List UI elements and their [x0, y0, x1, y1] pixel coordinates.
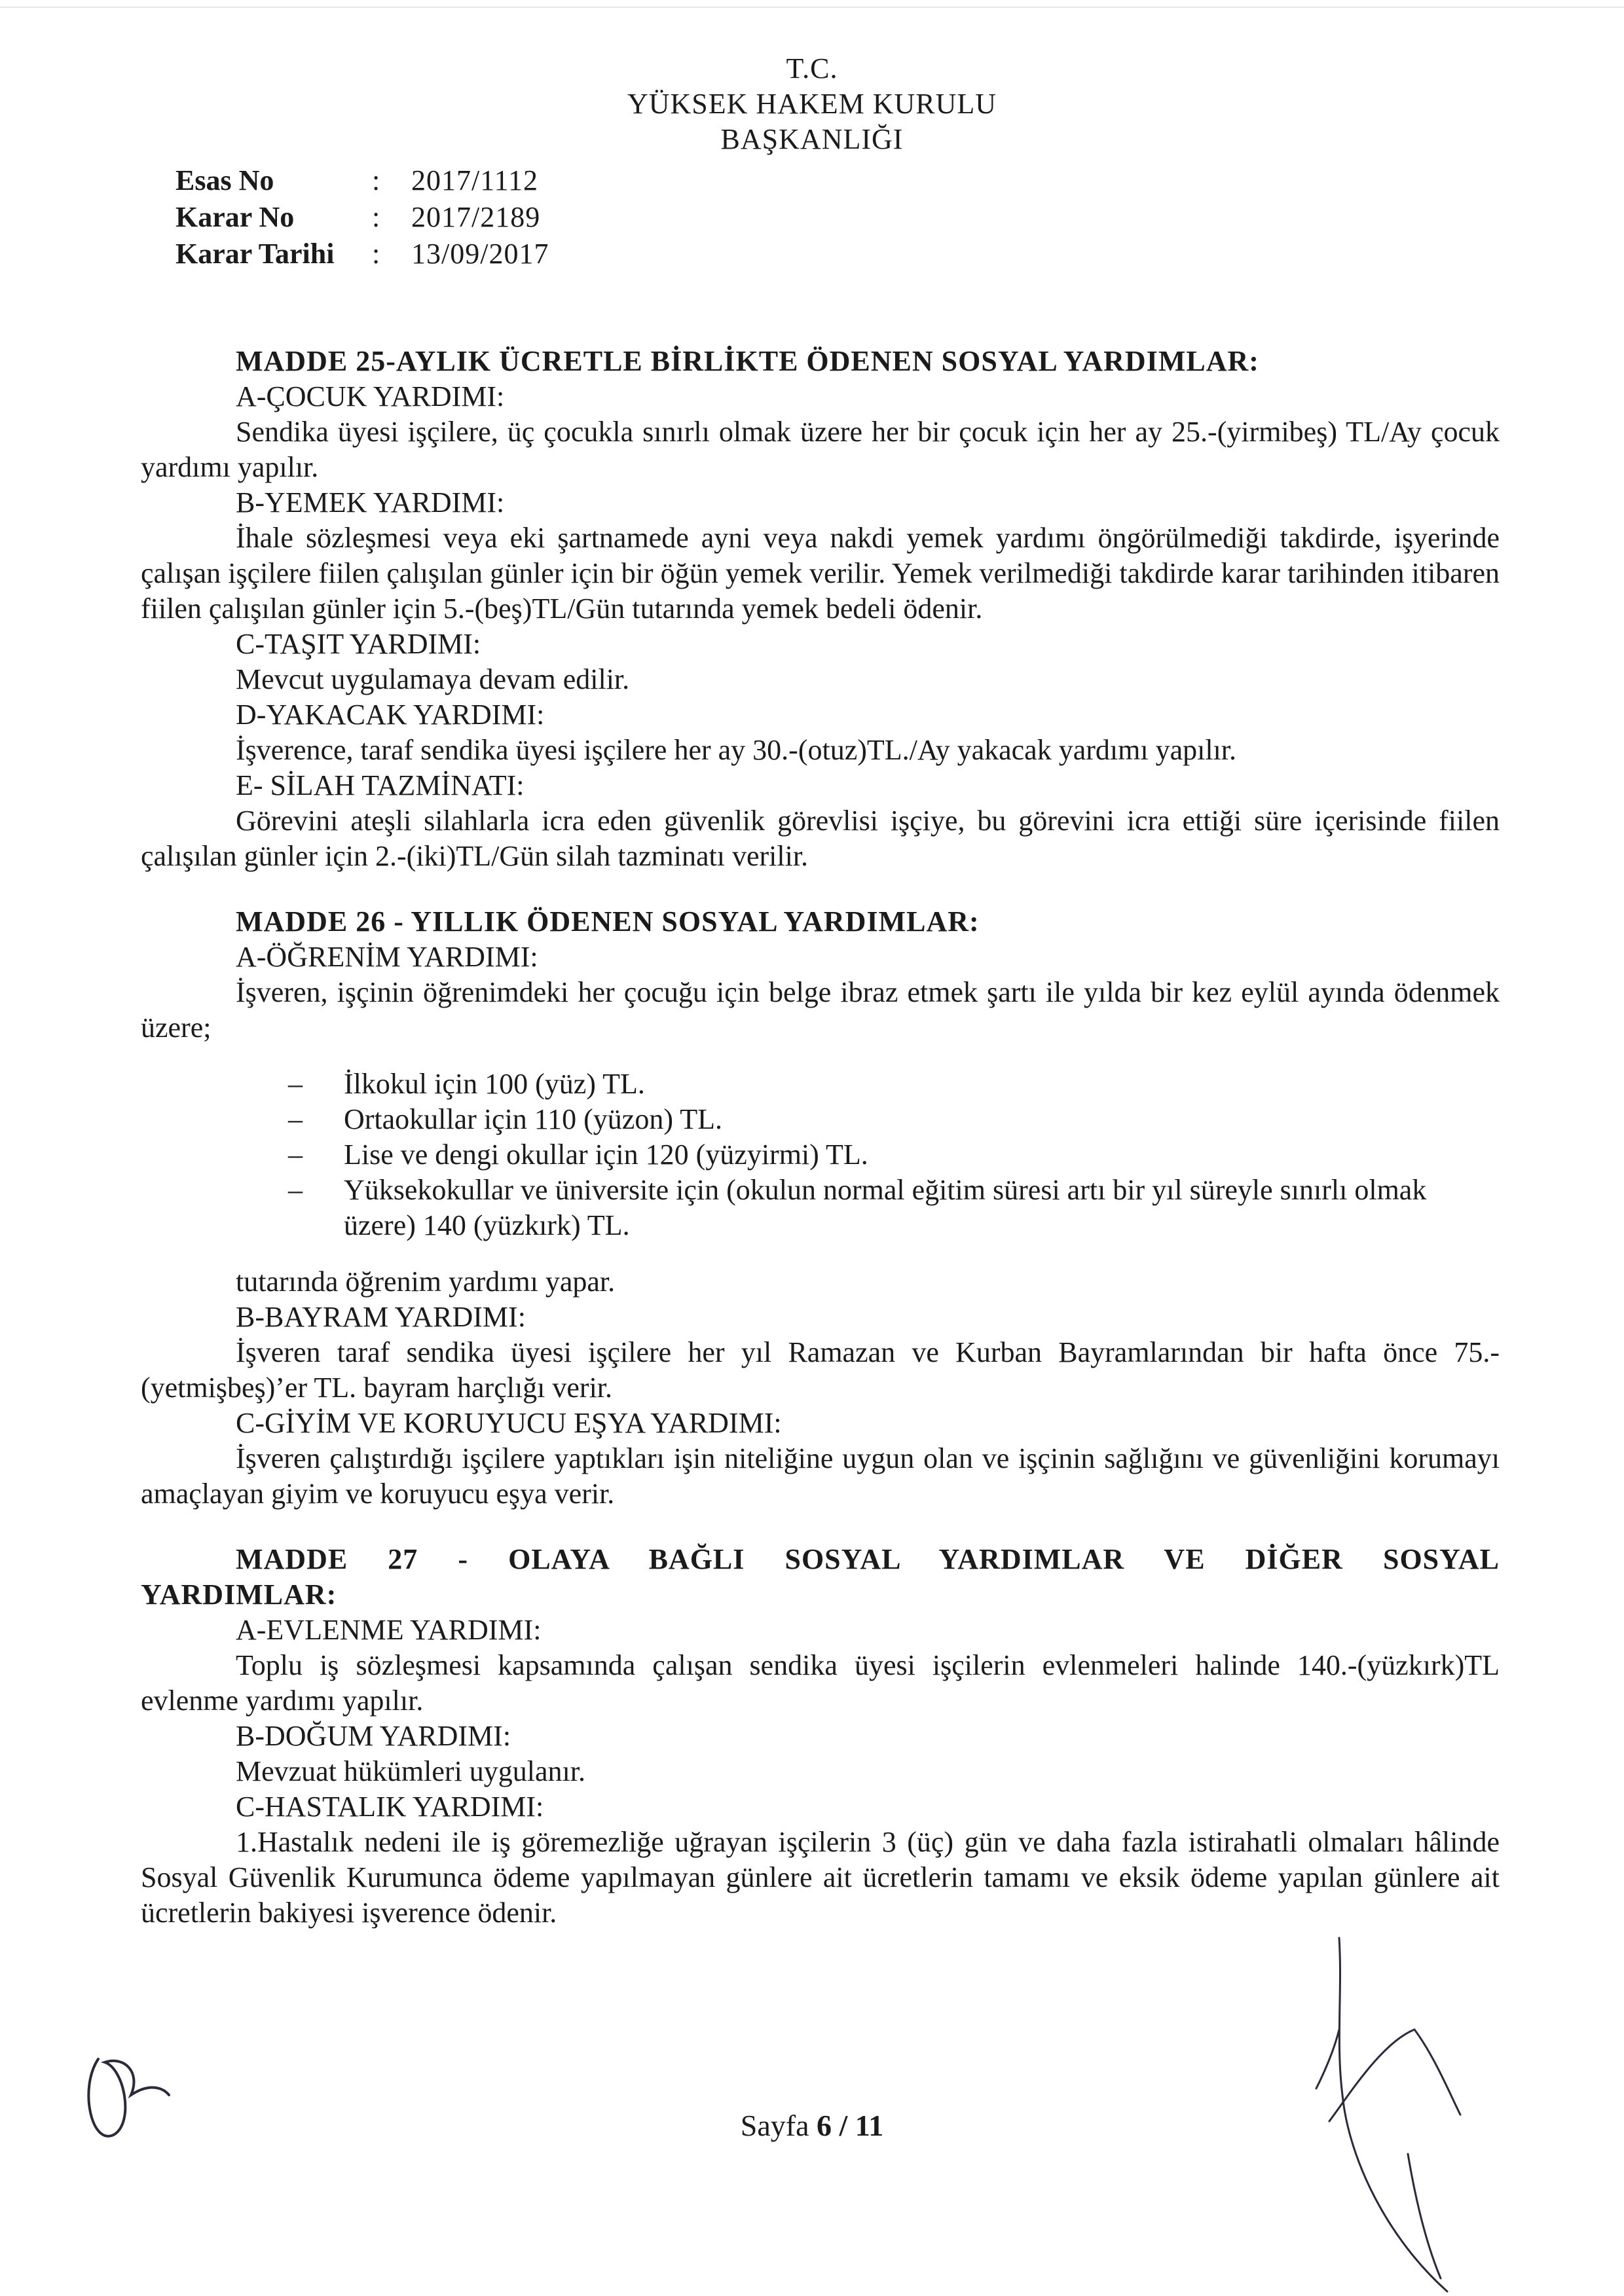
scan-edge-line: [0, 7, 1624, 8]
section-text: 1.Hastalık nedeni ile iş göremezliğe uğrayan işçilerin 3 (üç) gün ve daha fazla istirahatli olmaları hâlinde Sosyal Güvenlik Kurumunca ödeme yapılmayan günlere ait ücretlerin tamamı ve eksik ödeme yapılan günlere ait ücretlerin bakiyesi işverence ödenir.: [141, 1826, 1500, 1929]
meta-colon: :: [372, 238, 380, 270]
list-item: [288, 1066, 1500, 1102]
header-line-tc: T.C.: [786, 52, 838, 84]
section-text: İhale sözleşmesi veya eki şartnamede ayni veya nakdi yemek yardımı öngörülmediği takdirde, işyerinde çalışan işçilere fiilen çalışılan günler için bir öğün yemek verilir. Yemek verilmediği takdirde karar tarihinden itibaren fiilen çalışılan günler için 5.-(beş)TL/Gün tutarında yemek bedeli ödenir.: [141, 522, 1500, 625]
list-item: [288, 1102, 1500, 1137]
section-text: İşveren, işçinin öğrenimdeki her çocuğu için belge ibraz etmek şartı ile yılda bir kez eylül ayında ödenmek üzere;: [141, 976, 1500, 1044]
section-title: A-ÇOCUK YARDIMI:: [236, 380, 505, 412]
section-title: B-BAYRAM YARDIMI:: [236, 1301, 526, 1333]
article-27-heading: MADDE 27 - OLAYA BAĞLI SOSYAL YARDIMLAR VE DİĞER SOSYAL YARDIMLAR:: [141, 1543, 1500, 1611]
list-item-text: Yüksekokullar ve üniversite için (okulun normal eğitim süresi artı bir yıl süreyle sınırlı olmak üzere) 140 (yüzkırk) TL.: [344, 1174, 1427, 1241]
section-text: Sendika üyesi işçilere, üç çocukla sınırlı olmak üzere her bir çocuk için her ay 25.-(yirmibeş) TL/Ay çocuk yardımı yapılır.: [141, 416, 1500, 483]
meta-row-karar-tarihi: [175, 236, 549, 272]
dash-bullet: –: [288, 1174, 303, 1206]
meta-colon: :: [372, 164, 380, 196]
section-title: E- SİLAH TAZMİNATI:: [236, 769, 525, 801]
section-text: İşveren taraf sendika üyesi işçilere her yıl Ramazan ve Kurban Bayramlarından bir hafta önce 75.-(yetmişbeş)’er TL. bayram harçlığı verir.: [141, 1336, 1500, 1404]
meta-colon: :: [372, 201, 380, 233]
meta-row-karar: [175, 199, 549, 236]
section-title: A-EVLENME YARDIMI:: [236, 1614, 542, 1646]
meta-label: Karar Tarihi: [175, 238, 335, 270]
section-title: A-ÖĞRENİM YARDIMI:: [236, 941, 538, 973]
header-line-institution: YÜKSEK HAKEM KURULU: [627, 88, 997, 120]
page-number-prefix: Sayfa: [740, 2109, 817, 2142]
section-title: D-YAKACAK YARDIMI:: [236, 699, 545, 731]
meta-value: 2017/2189: [411, 201, 541, 233]
section-text: İşverence, taraf sendika üyesi işçilere her ay 30.-(otuz)TL./Ay yakacak yardımı yapılır.: [236, 734, 1236, 766]
dash-bullet: –: [288, 1068, 303, 1100]
list-item-text: Lise ve dengi okullar için 120 (yüzyirmi) TL.: [344, 1139, 868, 1171]
section-text: Görevini ateşli silahlarla icra eden güvenlik görevlisi işçiye, bu görevini icra ettiği süre içerisinde fiilen çalışılan günler için 2.-(iki)TL/Gün silah tazminatı verilir.: [141, 805, 1500, 872]
meta-label: Esas No: [175, 164, 274, 196]
section-text: Toplu iş sözleşmesi kapsamında çalışan sendika üyesi işçilerin evlenmeleri halinde 140.-(yüzkırk)TL evlenme yardımı yapılır.: [141, 1649, 1500, 1717]
list-item-text: Ortaokullar için 110 (yüzon) TL.: [344, 1103, 722, 1135]
signature-stroke-short: [1316, 2030, 1339, 2088]
section-title: C-GİYİM VE KORUYUCU EŞYA YARDIMI:: [236, 1407, 782, 1439]
meta-value: 2017/1112: [411, 164, 538, 196]
list-item: [288, 1137, 1500, 1173]
document-body: [141, 344, 1500, 1931]
dash-bullet: –: [288, 1139, 303, 1171]
list-item-text: İlkokul için 100 (yüz) TL.: [344, 1068, 645, 1100]
page-number: [0, 2108, 1624, 2143]
signature-stroke-tail: [1408, 2154, 1441, 2278]
article-25-heading: MADDE 25-AYLIK ÜCRETLE BİRLİKTE ÖDENEN SOSYAL YARDIMLAR:: [236, 345, 1259, 377]
list-item: [288, 1173, 1500, 1243]
meta-row-esas: [175, 162, 549, 199]
section-title: C-TAŞIT YARDIMI:: [236, 628, 481, 660]
section-text: İşveren çalıştırdığı işçilere yaptıkları işin niteliğine uygun olan ve işçinin sağlığını ve güvenliğini korumayı amaçlayan giyim ve koruyucu eşya verir.: [141, 1442, 1500, 1510]
meta-label: Karar No: [175, 201, 295, 233]
section-title: B-YEMEK YARDIMI:: [236, 486, 505, 519]
dash-bullet: –: [288, 1103, 303, 1135]
section-text: Mevcut uygulamaya devam edilir.: [236, 663, 630, 695]
section-text: Mevzuat hükümleri uygulanır.: [236, 1755, 585, 1787]
meta-value: 13/09/2017: [411, 238, 549, 270]
article-26-heading: MADDE 26 - YILLIK ÖDENEN SOSYAL YARDIMLAR:: [236, 905, 980, 938]
signature-stroke-peak: [1329, 2030, 1460, 2121]
section-text: tutarında öğrenim yardımı yapar.: [236, 1266, 616, 1298]
page-number-value: 6 / 11: [817, 2109, 884, 2142]
case-metadata: [175, 162, 549, 272]
header-line-presidency: BAŞKANLIĞI: [720, 123, 904, 155]
education-allowance-list: [141, 1066, 1500, 1243]
institution-header: [524, 51, 1100, 157]
section-title: B-DOĞUM YARDIMI:: [236, 1720, 511, 1752]
section-title: C-HASTALIK YARDIMI:: [236, 1791, 544, 1823]
